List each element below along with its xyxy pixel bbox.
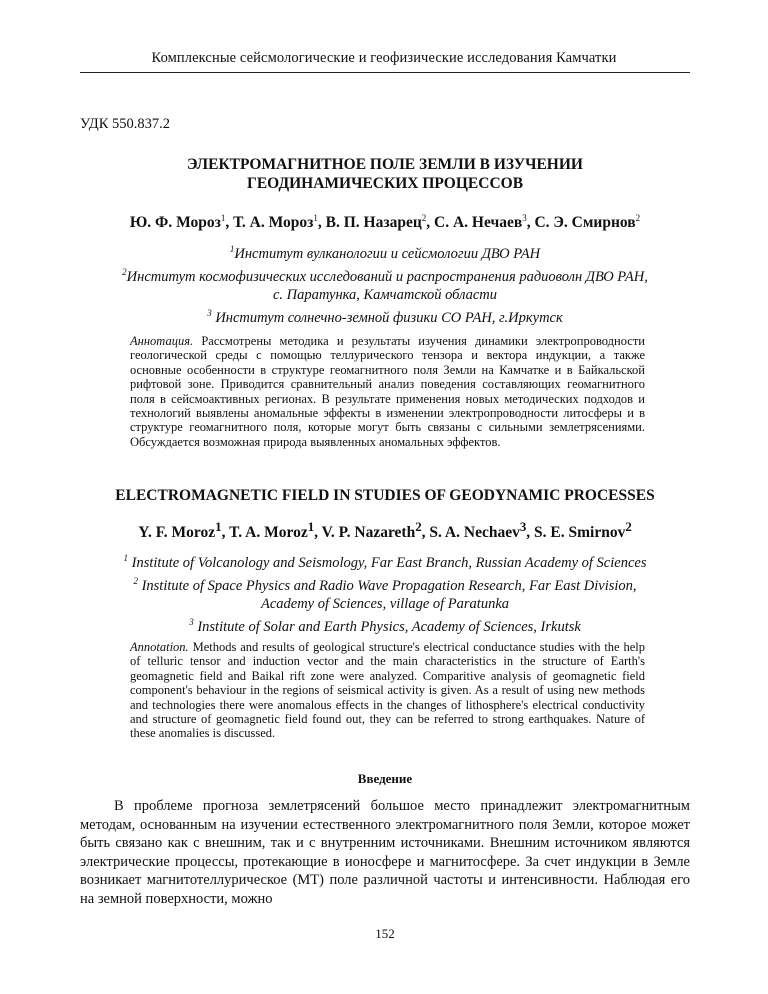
abstract-text: Methods and results of geological structure's electrical conductance studies with the help of telluric tensor and induction vector and the main characteristics in the structure of Earth's geomagnetic field and Baikal rift zone were analyzed. Comparitive analysis of geomagnetic field component's behaviour in the regions of seismical activity is given. As a result of using new methods and technologies there were anomalous effects in the changes of lithosphere's electrical conductivity and structure of geomagnetic field found out, they can be referred to strong earthquakes. Nature of these anomalies is discussed. [130,640,645,741]
author-affil-mark: 3 [519,519,527,534]
author-separator: , [225,214,234,232]
author-affil-mark: 1 [220,213,226,223]
author: Т. А. Мороз [233,214,314,232]
author-affil-mark: 1 [313,213,318,223]
author-affil-mark: 3 [522,213,527,223]
author: С. Э. Смирнов [534,214,636,232]
author-affil-mark: 2 [421,213,427,223]
author-affil-mark: 1 [307,519,315,534]
affiliation-2-cont: с. Паратунка, Камчатской области [272,286,498,303]
affil-mark: 1 [123,553,129,563]
abstract-lead: Annotation. [130,640,189,654]
abstract-text: Рассмотрены методика и результаты изучения динамики электропроводности геологической среды с помощью теллурического тензора и вектора индукции, а также основные особенности в структуре геомагнитного поля Земли на Камчатке и в Байкальской рифтовой зоне. Приводится сравнительный анализ поведения составляющих геомагнитного поля в сейсмоактивных регионах. В результате применения новых методических подходов и технологий выявлены аномальные эффекты в изменении электропроводности литосферы и в структуре геомагнитного поля, которые могут быть связаны с сильными землетрясениями. Обсуждается возможная природа выявленных аномальных эффектов. [130,334,645,449]
author-separator: , [426,214,435,232]
title-ru-line-2: ГЕОДИНАМИЧЕСКИХ ПРОЦЕССОВ [246,175,524,192]
author-affil-mark: 2 [415,519,422,534]
body-paragraph-text: В проблеме прогноза землетрясений большое место принадлежит электромагнитным методам, основанным на изучении естественного электромагнитного поля Земли, которое может быть связано как с внешним, так и с внутренним источниками. Внешним источником являются электрические процессы, протекающие в ионосфере и магнитосфере. За счет индукции в Земле возникает магнитотеллурическое (МТ) поле различной частоты и интенсивности. Наблюдая его на земной поверхности, можно [80,798,690,907]
header-rule [80,72,690,73]
affil-mark: 3 [207,307,212,318]
author-affil-mark: 1 [215,519,222,534]
affiliation-text: Институт космофизических исследований и распространения радиоволн ДВО РАН, [126,268,648,285]
author: В. П. Назарец [325,214,422,232]
author-separator: , [526,214,535,232]
affiliation-text: Institute of Solar and Earth Physics, Academy of Sciences, Irkutsk [197,618,581,635]
title-ru [80,155,690,193]
author-separator: , [314,524,322,542]
author-separator: , [221,524,230,542]
affiliation-2 [80,572,690,595]
author: T. A. Moroz [229,524,308,542]
affil-mark: 1 [229,244,235,254]
affiliation-1 [80,549,690,572]
title-en: ELECTROMAGNETIC FIELD IN STUDIES OF GEODYNAMIC PROCESSES [115,487,655,504]
running-head: Комплексные сейсмологические и геофизические исследования Камчатки [151,50,617,66]
section-heading: Введение [357,771,413,786]
authors-ru [80,213,690,232]
author-separator: , [526,524,535,542]
author-affil-mark: 2 [625,519,632,534]
abstract-lead: Аннотация. [130,334,194,348]
page-number: 152 [375,926,395,941]
author-separator: , [421,524,430,542]
author: Ю. Ф. Мороз [129,214,221,232]
author: С. А. Нечаев [434,214,523,232]
affiliations-ru [80,240,690,326]
udk-code: УДК 550.837.2 [80,116,170,132]
abstract-ru [130,334,645,449]
affiliation-3 [80,304,690,327]
affiliation-3 [80,613,690,636]
title-ru-line-1: ЭЛЕКТРОМАГНИТНОЕ ПОЛЕ ЗЕМЛИ В ИЗУЧЕНИИ [187,156,583,173]
author: S. A. Nechaev [429,524,520,542]
affiliations-en [80,549,690,635]
affiliation-text: Institute of Space Physics and Radio Wave Propagation Research, Far East Division, [141,577,637,594]
abstract-en [130,640,645,741]
author: S. E. Smirnov [534,524,626,542]
author-affil-mark: 2 [635,213,641,223]
affil-mark: 2 [133,575,138,586]
affiliation-1 [80,240,690,263]
affiliation-text: Институт вулканологии и сейсмологии ДВО РАН [234,245,541,262]
affil-mark: 2 [122,266,127,277]
author: Y. F. Moroz [138,524,216,542]
body-paragraph [80,797,690,909]
affiliation-2 [80,263,690,286]
author: V. P. Nazareth [321,524,416,542]
authors-en [80,519,690,542]
affiliation-text: Institute of Volcanology and Seismology, Far East Branch, Russian Academy of Sciences [131,554,647,571]
affiliation-2-cont: Academy of Sciences, village of Paratunka [260,595,510,612]
affiliation-text: Институт солнечно-земной физики СО РАН, г.Иркутск [215,309,563,326]
author-separator: , [317,214,326,232]
affil-mark: 3 [189,616,194,627]
